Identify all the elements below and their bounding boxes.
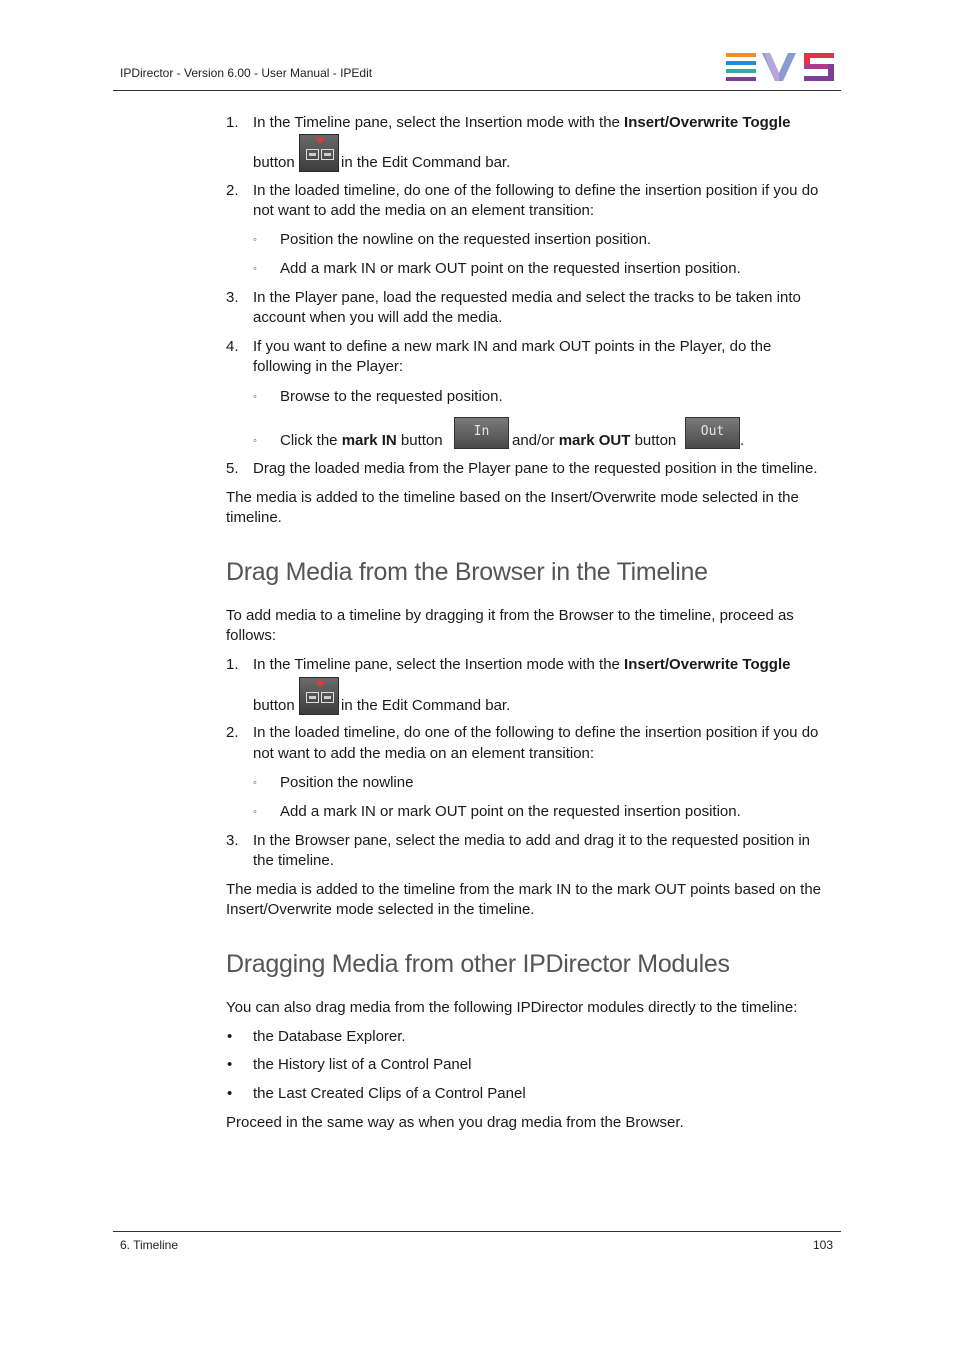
step-text: account when you will add the media. xyxy=(253,309,503,326)
sub-item: Click the mark IN button xyxy=(280,432,443,449)
paragraph: The media is added to the timeline based on the Insert/Overwrite mode selected in the xyxy=(226,489,799,506)
step-number: 4. xyxy=(226,338,239,355)
list-item: the History list of a Control Panel xyxy=(253,1056,472,1073)
mark-out-button-icon: Out xyxy=(685,417,740,449)
step-text: In the loaded timeline, do one of the following to define the insertion position if you do xyxy=(253,182,819,199)
step-text: In the Timeline pane, select the Insertion mode with the Insert/Overwrite Toggle xyxy=(253,656,791,673)
footer-page-number: 103 xyxy=(813,1238,834,1252)
list-item: the Last Created Clips of a Control Panel xyxy=(253,1085,526,1102)
insert-overwrite-toggle-icon xyxy=(299,677,339,715)
step-text: Drag the loaded media from the Player pane to the requested position in the timeline. xyxy=(253,460,818,477)
step-number: 3. xyxy=(226,832,239,849)
step-number: 3. xyxy=(226,289,239,306)
sub-item: and/or mark OUT button xyxy=(512,432,677,449)
step-text-button-word: button xyxy=(253,697,295,714)
list-item: the Database Explorer. xyxy=(253,1028,406,1045)
step-text-button-word: button xyxy=(253,154,295,171)
step-text: not want to add the media on an element transition: xyxy=(253,202,595,219)
section-heading: Drag Media from the Browser in the Timeline xyxy=(226,558,708,586)
header-rule xyxy=(113,90,841,91)
sub-bullet-icon: ◦ xyxy=(253,234,257,246)
section-heading: Dragging Media from other IPDirector Modules xyxy=(226,950,730,978)
footer-rule xyxy=(113,1231,841,1232)
step-text: in the Edit Command bar. xyxy=(341,697,511,714)
step-text: In the loaded timeline, do one of the following to define the insertion position if you do xyxy=(253,724,819,741)
sub-bullet-icon: ◦ xyxy=(253,777,257,789)
evs-logo xyxy=(726,53,834,81)
paragraph: You can also drag media from the following IPDirector modules directly to the timeline: xyxy=(226,999,798,1016)
paragraph: To add media to a timeline by dragging it from the Browser to the timeline, proceed as xyxy=(226,607,794,624)
sub-item: Browse to the requested position. xyxy=(280,388,503,405)
sub-item: Position the nowline on the requested insertion position. xyxy=(280,231,652,248)
sub-bullet-icon: ◦ xyxy=(253,806,257,818)
sub-item: Position the nowline xyxy=(280,774,414,791)
step-number: 1. xyxy=(226,114,239,131)
step-text: If you want to define a new mark IN and mark OUT points in the Player, do the xyxy=(253,338,772,355)
step-text: In the Player pane, load the requested media and select the tracks to be taken into xyxy=(253,289,801,306)
step-number: 2. xyxy=(226,182,239,199)
step-text: In the Browser pane, select the media to add and drag it to the requested position in xyxy=(253,832,811,849)
sub-item: Add a mark IN or mark OUT point on the requested insertion position. xyxy=(280,260,741,277)
step-number: 2. xyxy=(226,724,239,741)
step-text: the timeline. xyxy=(253,852,334,869)
step-text: not want to add the media on an element transition: xyxy=(253,745,595,762)
paragraph: Proceed in the same way as when you drag media from the Browser. xyxy=(226,1114,684,1131)
sub-bullet-icon: ◦ xyxy=(253,435,257,447)
step-text: in the Edit Command bar. xyxy=(341,154,511,171)
sub-bullet-icon: ◦ xyxy=(253,263,257,275)
paragraph: The media is added to the timeline from the mark IN to the mark OUT points based on the xyxy=(226,881,822,898)
insert-overwrite-toggle-icon xyxy=(299,134,339,172)
step-number: 5. xyxy=(226,460,239,477)
bullet-icon: • xyxy=(227,1085,233,1102)
sub-item: Add a mark IN or mark OUT point on the requested insertion position. xyxy=(280,803,741,820)
header-title: IPDirector - Version 6.00 - User Manual - IPEdit xyxy=(120,66,373,80)
sub-item-end: . xyxy=(740,432,745,449)
step-text: following in the Player: xyxy=(253,358,404,375)
paragraph: Insert/Overwrite mode selected in the timeline. xyxy=(226,901,535,918)
mark-in-button-icon: In xyxy=(454,417,509,449)
paragraph: timeline. xyxy=(226,509,282,526)
sub-bullet-icon: ◦ xyxy=(253,391,257,403)
paragraph: follows: xyxy=(226,627,277,644)
bullet-icon: • xyxy=(227,1056,233,1073)
step-number: 1. xyxy=(226,656,239,673)
bullet-icon: • xyxy=(227,1028,233,1045)
footer-chapter: 6. Timeline xyxy=(120,1238,179,1252)
step-text: In the Timeline pane, select the Insertion mode with the Insert/Overwrite Toggle xyxy=(253,114,791,131)
